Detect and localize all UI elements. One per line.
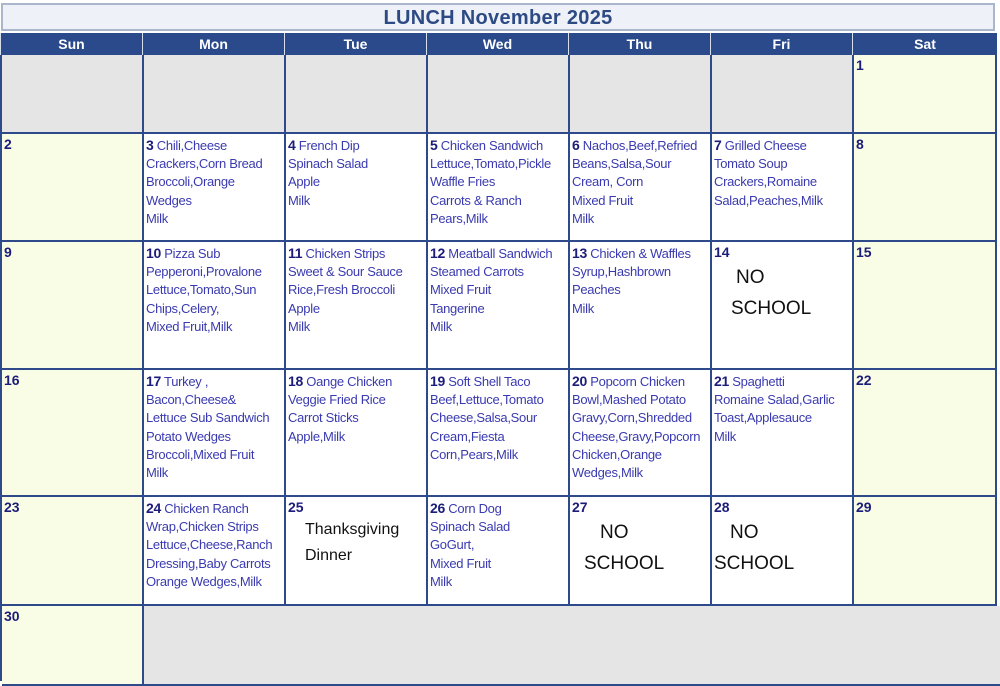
day-cell-23[interactable] [2,497,144,606]
menu-text: 6 Nachos,Beef,Refried Beans,Salsa,Sour Cream, Corn Mixed Fruit Milk [572,137,698,226]
menu-text: 19 Soft Shell Taco Beef,Lettuce,Tomato Cheese,Salsa,Sour Cream,Fiesta Corn,Pears,Milk [430,373,544,462]
day-cell-10[interactable] [144,242,286,370]
menu-text: 3 Chili,Cheese Crackers,Corn Bread Broccoli,Orange Wedges Milk [146,137,263,226]
empty-cell [286,55,428,134]
menu-text: 4 French Dip Spinach Salad Apple Milk [288,137,368,208]
day-number: 7 [714,137,722,153]
day-cell-16[interactable] [2,370,144,497]
day-cell-15[interactable] [854,242,997,370]
empty-cell [570,55,712,134]
day-cell-20[interactable] [570,370,712,497]
weekday-header-tue: Tue [284,33,426,55]
menu-text: 7 Grilled Cheese Tomato Soup Crackers,Romaine Salad,Peaches,Milk [714,137,823,208]
calendar-title: LUNCH November 2025 [383,7,613,29]
empty-cell [2,55,144,134]
day-cell-30[interactable] [2,606,144,686]
day-cell-26[interactable] [428,497,570,606]
day-cell-22[interactable] [854,370,997,497]
day-cell-11[interactable] [286,242,428,370]
day-number: 25 [288,499,304,515]
day-cell-12[interactable] [428,242,570,370]
day-cell-18[interactable] [286,370,428,497]
empty-cell [712,55,854,134]
day-number: 2 [4,136,12,152]
day-cell-4[interactable] [286,134,428,242]
day-cell-5[interactable] [428,134,570,242]
day-cell-24[interactable] [144,497,286,606]
day-number: 6 [572,137,580,153]
day-number: 30 [4,608,20,624]
day-cell-19[interactable] [428,370,570,497]
day-cell-2[interactable] [2,134,144,242]
day-cell-21[interactable] [712,370,854,497]
weekday-header-sat: Sat [852,33,997,55]
menu-text: 21 Spaghetti Romaine Salad,Garlic Toast,Applesauce Milk [714,373,835,444]
weekday-header-mon: Mon [142,33,284,55]
day-cell-25[interactable] [286,497,428,606]
day-number: 19 [430,373,445,389]
day-number: 12 [430,245,445,261]
day-cell-28[interactable] [712,497,854,606]
day-number: 11 [288,245,303,261]
day-number: 3 [146,137,154,153]
calendar-title-bar [1,3,995,31]
menu-text: 26 Corn Dog Spinach Salad GoGurt, Mixed Fruit Milk [430,500,510,589]
menu-text: 11 Chicken Strips Sweet & Sour Sauce Rice,Fresh Broccoli Apple Milk [288,245,403,334]
day-number: 14 [714,244,730,260]
day-number: 4 [288,137,296,153]
menu-text: 18 Oange Chicken Veggie Fried Rice Carrot Sticks Apple,Milk [288,373,393,444]
menu-text: 5 Chicken Sandwich Lettuce,Tomato,Pickle Waffle Fries Carrots & Ranch Pears,Milk [430,137,551,226]
day-cell-13[interactable] [570,242,712,370]
day-number: 5 [430,137,438,153]
day-number: 28 [714,499,730,515]
day-number: 22 [856,372,872,388]
menu-text: 17 Turkey , Bacon,Cheese& Lettuce Sub Sandwich Potato Wedges Broccoli,Mixed Fruit Milk [146,373,270,481]
day-cell-29[interactable] [854,497,997,606]
weekday-header-sun: Sun [0,33,142,55]
menu-text: 13 Chicken & Waffles Syrup,Hashbrown Peaches Milk [572,245,691,316]
day-number: 13 [572,245,587,261]
menu-text: 10 Pizza Sub Pepperoni,Provalone Lettuce,Tomato,Sun Chips,Celery, Mixed Fruit,Milk [146,245,262,334]
day-number: 23 [4,499,20,515]
no-school-note: NO SCHOOL [714,522,795,574]
day-number: 9 [4,244,12,260]
empty-cell [144,606,1000,686]
day-number: 16 [4,372,20,388]
weekday-header-wed: Wed [426,33,568,55]
day-number: 21 [714,373,729,389]
empty-cell [428,55,570,134]
menu-text: 12 Meatball Sandwich Steamed Carrots Mixed Fruit Tangerine Milk [430,245,553,334]
day-number: 24 [146,500,161,516]
day-number: 18 [288,373,303,389]
day-cell-1[interactable] [854,55,997,134]
day-number: 15 [856,244,872,260]
day-cell-27[interactable] [570,497,712,606]
day-cell-14[interactable] [712,242,854,370]
menu-text: 24 Chicken Ranch Wrap,Chicken Strips Lettuce,Cheese,Ranch Dressing,Baby Carrots Orange Wedges,Milk [146,500,273,589]
menu-text: 20 Popcorn Chicken Bowl,Mashed Potato Gravy,Corn,Shredded Cheese,Gravy,Popcorn Chicken,Orange Wedges,Milk [572,373,701,481]
day-number: 17 [146,373,161,389]
day-number: 20 [572,373,587,389]
day-cell-7[interactable] [712,134,854,242]
day-number: 27 [572,499,588,515]
day-cell-17[interactable] [144,370,286,497]
empty-cell [144,55,286,134]
weekday-header-thu: Thu [568,33,710,55]
weekday-header-row [0,33,997,55]
no-school-note: NO SCHOOL [584,522,665,574]
day-cell-6[interactable] [570,134,712,242]
no-school-note: NO SCHOOL [731,267,812,319]
day-cell-9[interactable] [2,242,144,370]
day-number: 1 [856,57,864,73]
weekday-header-fri: Fri [710,33,852,55]
day-number: 10 [146,245,161,261]
day-cell-3[interactable] [144,134,286,242]
day-number: 26 [430,500,445,516]
day-number: 8 [856,136,864,152]
day-number: 29 [856,499,872,515]
day-cell-8[interactable] [854,134,997,242]
thanksgiving-note: Thanksgiving Dinner [305,521,400,564]
